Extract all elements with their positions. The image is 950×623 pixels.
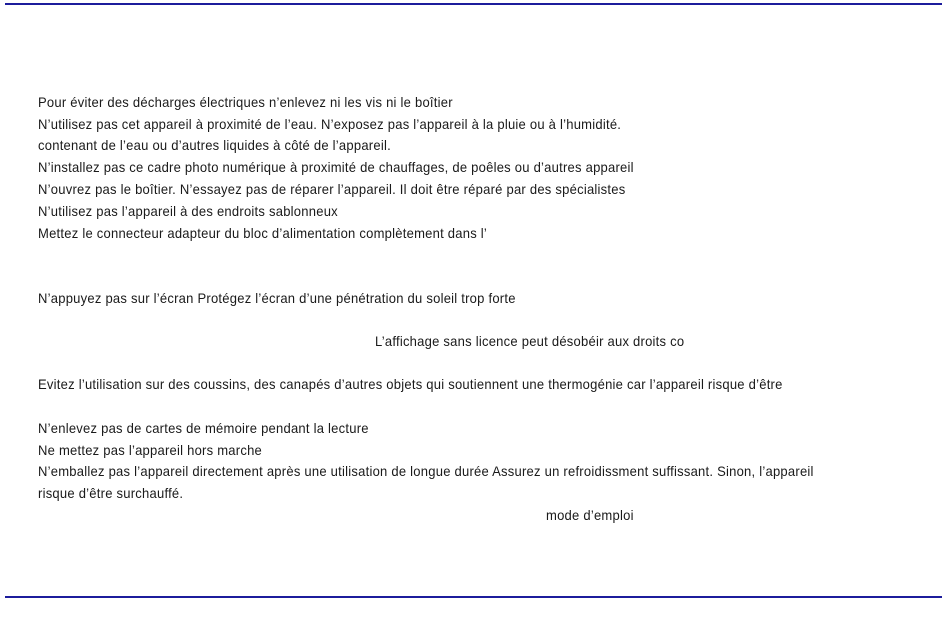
text-line-13: N’emballez pas l’appareil directement après une utilisation de longue durée Assurez un refroidissment suffissant. Sinon, l’appareil [38, 463, 814, 479]
text-line-10: Evitez l’utilisation sur des coussins, des canapés d’autres objets qui soutiennent une thermogénie car l’appareil risque d’être [38, 376, 783, 392]
text-line-12: Ne mettez pas l’appareil hors marche [38, 442, 263, 458]
text-line-2: N’utilisez pas cet appareil à proximité de l’eau. N’exposez pas l’appareil à la pluie ou à l’humidité. [38, 116, 622, 132]
text-line-4: N’installez pas ce cadre photo numérique à proximité de chauffages, de poêles ou d’autres appareil [38, 159, 634, 175]
text-line-8: N’appuyez pas sur l’écran Protégez l’écran d’une pénétration du soleil trop forte [38, 290, 516, 306]
text-line-7: Mettez le connecteur adapteur du bloc d’alimentation complètement dans l’ [38, 225, 488, 241]
footer-label: mode d’emploi [546, 507, 634, 523]
text-line-3: contenant de l’eau ou d’autres liquides à côté de l’appareil. [38, 137, 391, 153]
text-line-5: N’ouvrez pas le boîtier. N’essayez pas de réparer l’appareil. Il doit être réparé par des spécialistes [38, 181, 626, 197]
top-rule [5, 3, 942, 5]
text-line-11: N’enlevez pas de cartes de mémoire pendant la lecture [38, 420, 369, 436]
text-line-6: N’utilisez pas l’appareil à des endroits sablonneux [38, 203, 338, 219]
text-line-14: risque d’être surchauffé. [38, 485, 184, 501]
bottom-rule [5, 596, 942, 598]
text-line-1: Pour éviter des décharges électriques n’enlevez ni les vis ni le boîtier [38, 94, 453, 110]
text-line-9: L’affichage sans licence peut désobéir aux droits co [375, 333, 685, 349]
